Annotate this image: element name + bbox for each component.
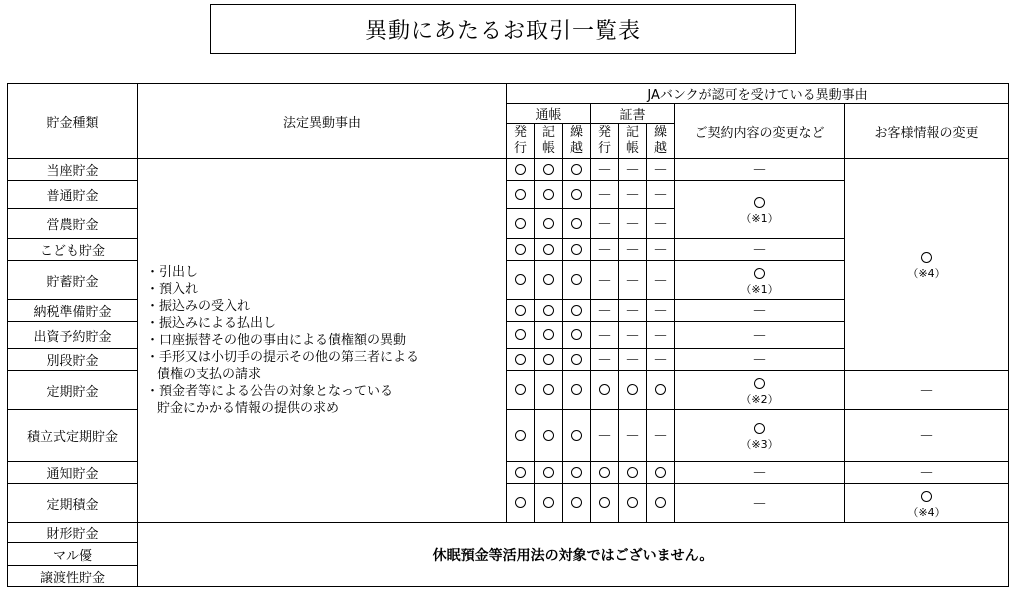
mark-cell xyxy=(563,159,591,181)
mark-cell-mark xyxy=(515,381,526,399)
mark-cell-mark xyxy=(543,427,554,445)
circle-icon xyxy=(754,197,765,208)
mark-cell xyxy=(535,209,563,239)
mark-cell-mark xyxy=(515,427,526,445)
circle-icon xyxy=(515,244,526,255)
mark-cell-mark xyxy=(599,494,610,512)
mark-cell xyxy=(619,239,647,261)
contract-change-cell xyxy=(675,261,845,300)
circle-icon xyxy=(515,305,526,316)
account-name: 財形貯金 xyxy=(8,523,138,543)
mark-cell xyxy=(535,322,563,349)
mark-cell xyxy=(619,300,647,322)
mark-cell-mark xyxy=(515,494,526,512)
mark-cell xyxy=(535,484,563,523)
account-name: 定期積金 xyxy=(8,484,138,523)
circle-icon xyxy=(543,497,554,508)
mark-cell xyxy=(535,349,563,371)
mark-cell xyxy=(647,322,675,349)
mark-cell xyxy=(647,239,675,261)
header-passbook-issue xyxy=(507,124,535,159)
mark-cell-mark: － xyxy=(652,427,668,445)
mark-cell xyxy=(591,239,619,261)
mark-cell-mark: － xyxy=(596,161,612,179)
mark-cell xyxy=(507,484,535,523)
circle-icon xyxy=(571,329,582,340)
mark-cell xyxy=(563,462,591,484)
contract-change-cell xyxy=(675,239,845,261)
mark-cell xyxy=(591,349,619,371)
mark-cell-mark xyxy=(515,186,526,204)
mark-cell xyxy=(563,181,591,209)
header-certificate-carry xyxy=(647,124,675,159)
legal-reason-item: ・引出し xyxy=(146,265,199,280)
legal-reason-item: ・預金者等による公告の対象となっている xyxy=(146,384,394,399)
mark-cell-mark: － xyxy=(652,186,668,204)
mark-cell-mark xyxy=(543,161,554,179)
mark-cell xyxy=(591,371,619,410)
mark-cell xyxy=(507,349,535,371)
mark-cell-mark: － xyxy=(624,271,640,290)
mark-cell xyxy=(647,410,675,462)
mark-cell xyxy=(563,239,591,261)
circle-icon xyxy=(571,164,582,175)
circle-icon xyxy=(754,268,765,279)
account-name: 出資予約貯金 xyxy=(8,322,138,349)
circle-icon xyxy=(571,497,582,508)
header-legal-reason: 法定異動事由 xyxy=(138,84,507,159)
account-name: マル優 xyxy=(8,543,138,566)
contract-change-cell-mark: － xyxy=(751,494,767,513)
mark-cell-mark xyxy=(655,381,666,399)
mark-cell-mark xyxy=(543,302,554,320)
mark-cell-mark: － xyxy=(652,302,668,320)
mark-cell xyxy=(619,322,647,349)
mark-cell xyxy=(647,484,675,523)
contract-change-note: （※2） xyxy=(740,392,779,406)
mark-cell-mark xyxy=(515,326,526,344)
contract-change-cell-mark: － xyxy=(751,464,767,482)
mark-cell xyxy=(591,181,619,209)
circle-icon xyxy=(515,430,526,441)
mark-cell xyxy=(535,181,563,209)
customer-change-cell-mark xyxy=(921,488,932,506)
contract-change-cell xyxy=(675,322,845,349)
mark-cell-mark xyxy=(515,464,526,482)
mark-cell xyxy=(619,181,647,209)
legal-reason-item: ・口座振替その他の事由による債権額の異動 xyxy=(146,333,407,348)
mark-cell xyxy=(507,239,535,261)
circle-icon xyxy=(543,467,554,478)
mark-cell xyxy=(535,239,563,261)
mark-cell-mark xyxy=(543,186,554,204)
mark-cell xyxy=(647,209,675,239)
mark-cell xyxy=(563,484,591,523)
contract-change-cell-mark: － xyxy=(751,241,767,259)
mark-cell-mark: － xyxy=(624,215,640,233)
header-certificate-issue-label: 発行 xyxy=(597,125,611,156)
mark-cell-mark xyxy=(571,494,582,512)
mark-cell-mark: － xyxy=(624,351,640,369)
mark-cell-mark: － xyxy=(624,302,640,320)
mark-cell xyxy=(619,462,647,484)
mark-cell-mark xyxy=(571,464,582,482)
circle-icon xyxy=(515,189,526,200)
customer-change-cell xyxy=(845,410,1009,462)
circle-icon xyxy=(543,189,554,200)
circle-icon xyxy=(571,218,582,229)
customer-change-cell xyxy=(845,159,1009,371)
circle-icon xyxy=(515,218,526,229)
mark-cell-mark xyxy=(599,381,610,399)
mark-cell-mark xyxy=(543,494,554,512)
header-passbook-issue-label: 発行 xyxy=(513,125,527,156)
contract-change-cell xyxy=(675,484,845,523)
contract-change-cell-mark xyxy=(754,420,765,438)
contract-change-cell-mark: － xyxy=(751,161,767,179)
circle-icon xyxy=(543,354,554,365)
account-name: こども貯金 xyxy=(8,239,138,261)
mark-cell xyxy=(535,300,563,322)
header-ja-reason: JAバンクが認可を受けている異動事由 xyxy=(507,84,1009,104)
mark-cell-mark xyxy=(515,241,526,259)
mark-cell-mark xyxy=(571,186,582,204)
mark-cell-mark: － xyxy=(596,427,612,445)
mark-cell-mark xyxy=(599,464,610,482)
mark-cell xyxy=(647,462,675,484)
legal-reason-list xyxy=(138,159,507,523)
customer-change-cell xyxy=(845,462,1009,484)
header-passbook-record-label: 記帳 xyxy=(541,125,555,156)
header-passbook: 通帳 xyxy=(507,104,591,124)
header-passbook-carry-label: 繰越 xyxy=(569,125,583,156)
header-certificate-record-label: 記帳 xyxy=(625,125,639,156)
mark-cell-mark xyxy=(571,326,582,344)
header-certificate-issue xyxy=(591,124,619,159)
circle-icon xyxy=(543,164,554,175)
contract-change-cell-mark xyxy=(754,375,765,393)
mark-cell-mark: － xyxy=(596,326,612,345)
circle-icon xyxy=(515,384,526,395)
header-certificate-record xyxy=(619,124,647,159)
circle-icon xyxy=(571,430,582,441)
legal-reason-item: ・手形又は小切手の提示その他の第三者による xyxy=(146,350,420,365)
contract-change-note: （※1） xyxy=(740,212,779,225)
customer-change-cell-mark: － xyxy=(918,464,934,482)
mark-cell-mark: － xyxy=(652,351,668,369)
account-name: 当座貯金 xyxy=(8,159,138,181)
mark-cell-mark xyxy=(571,271,582,289)
contract-change-cell xyxy=(675,349,845,371)
customer-change-cell xyxy=(845,371,1009,410)
mark-cell-mark xyxy=(543,215,554,233)
mark-cell xyxy=(619,410,647,462)
legal-reason-item: ・振込みの受入れ xyxy=(146,299,251,314)
mark-cell xyxy=(535,159,563,181)
circle-icon xyxy=(921,252,932,263)
mark-cell xyxy=(507,300,535,322)
circle-icon xyxy=(655,497,666,508)
page-title-text: 異動にあたるお取引一覧表 xyxy=(364,18,641,44)
circle-icon xyxy=(571,467,582,478)
circle-icon xyxy=(543,218,554,229)
customer-change-cell xyxy=(845,484,1009,523)
mark-cell xyxy=(535,462,563,484)
mark-cell xyxy=(647,371,675,410)
circle-icon xyxy=(655,467,666,478)
legal-reason-item: 貯金にかかる情報の提供の求め xyxy=(157,401,340,416)
mark-cell xyxy=(563,371,591,410)
circle-icon xyxy=(515,497,526,508)
circle-icon xyxy=(571,384,582,395)
mark-cell-mark xyxy=(543,351,554,369)
account-name: 積立式定期貯金 xyxy=(8,410,138,462)
customer-change-cell-mark: － xyxy=(918,381,934,400)
mark-cell-mark: － xyxy=(624,427,640,445)
mark-cell xyxy=(563,261,591,300)
circle-icon xyxy=(921,491,932,502)
header-passbook-carry xyxy=(563,124,591,159)
header-certificate: 証書 xyxy=(591,104,675,124)
mark-cell xyxy=(619,159,647,181)
mark-cell xyxy=(535,410,563,462)
mark-cell xyxy=(619,349,647,371)
mark-cell xyxy=(507,371,535,410)
mark-cell xyxy=(563,349,591,371)
mark-cell xyxy=(591,410,619,462)
circle-icon xyxy=(543,305,554,316)
mark-cell-mark xyxy=(515,351,526,369)
mark-cell-mark xyxy=(543,464,554,482)
mark-cell xyxy=(507,462,535,484)
mark-cell-mark: － xyxy=(596,351,612,369)
circle-icon xyxy=(571,244,582,255)
mark-cell xyxy=(591,462,619,484)
mark-cell xyxy=(591,159,619,181)
page-title xyxy=(210,4,796,54)
mark-cell-mark xyxy=(655,494,666,512)
table-row xyxy=(8,523,1009,543)
mark-cell xyxy=(619,261,647,300)
contract-change-note: （※3） xyxy=(740,438,779,451)
circle-icon xyxy=(627,497,638,508)
contract-change-cell xyxy=(675,181,845,239)
mark-cell xyxy=(591,261,619,300)
circle-icon xyxy=(515,164,526,175)
circle-icon xyxy=(571,305,582,316)
customer-change-cell-mark xyxy=(921,249,932,267)
mark-cell-mark xyxy=(571,241,582,259)
mark-cell-mark xyxy=(515,161,526,179)
mark-cell-mark xyxy=(571,351,582,369)
mark-cell xyxy=(647,181,675,209)
mark-cell-mark xyxy=(627,494,638,512)
account-name: 貯蓄貯金 xyxy=(8,261,138,300)
mark-cell xyxy=(507,410,535,462)
transaction-table xyxy=(7,83,1009,587)
account-name: 普通貯金 xyxy=(8,181,138,209)
mark-cell-mark xyxy=(571,427,582,445)
mark-cell xyxy=(591,484,619,523)
header-certificate-carry-label: 繰越 xyxy=(653,125,667,156)
circle-icon xyxy=(754,423,765,434)
circle-icon xyxy=(515,329,526,340)
mark-cell xyxy=(647,159,675,181)
circle-icon xyxy=(571,354,582,365)
mark-cell-mark xyxy=(571,215,582,233)
legal-reason-item: 債権の支払の請求 xyxy=(157,367,262,382)
circle-icon xyxy=(627,467,638,478)
circle-icon xyxy=(515,467,526,478)
mark-cell-mark: － xyxy=(652,241,668,259)
mark-cell xyxy=(591,300,619,322)
mark-cell xyxy=(619,209,647,239)
header-passbook-record xyxy=(535,124,563,159)
mark-cell xyxy=(563,209,591,239)
circle-icon xyxy=(543,244,554,255)
contract-change-cell-mark xyxy=(754,194,765,212)
mark-cell-mark xyxy=(515,215,526,233)
header-contract-change: ご契約内容の変更など xyxy=(675,104,845,159)
mark-cell xyxy=(647,261,675,300)
mark-cell xyxy=(591,322,619,349)
mark-cell-mark: － xyxy=(596,271,612,290)
account-name: 通知貯金 xyxy=(8,462,138,484)
circle-icon xyxy=(515,354,526,365)
contract-change-cell-mark xyxy=(754,265,765,283)
circle-icon xyxy=(543,430,554,441)
mark-cell xyxy=(563,300,591,322)
circle-icon xyxy=(571,274,582,285)
mark-cell-mark: － xyxy=(624,186,640,204)
mark-cell-mark: － xyxy=(596,186,612,204)
circle-icon xyxy=(754,378,765,389)
legal-reason-item: ・預入れ xyxy=(146,282,199,297)
account-name: 定期貯金 xyxy=(8,371,138,410)
contract-change-cell-mark: － xyxy=(751,302,767,320)
circle-icon xyxy=(571,189,582,200)
circle-icon xyxy=(543,384,554,395)
mark-cell-mark xyxy=(543,271,554,289)
mark-cell-mark: － xyxy=(596,241,612,259)
account-name: 納税準備貯金 xyxy=(8,300,138,322)
mark-cell-mark: － xyxy=(596,302,612,320)
circle-icon xyxy=(515,274,526,285)
mark-cell xyxy=(647,300,675,322)
header-customer-change: お客様情報の変更 xyxy=(845,104,1009,159)
legal-reason-item: ・振込みによる払出し xyxy=(146,316,277,331)
contract-change-cell xyxy=(675,371,845,410)
customer-change-note: （※4） xyxy=(907,267,946,280)
mark-cell-mark xyxy=(571,302,582,320)
circle-icon xyxy=(599,497,610,508)
mark-cell-mark xyxy=(627,381,638,399)
mark-cell-mark xyxy=(515,271,526,289)
customer-change-cell-mark: － xyxy=(918,427,934,445)
mark-cell xyxy=(535,371,563,410)
circle-icon xyxy=(599,467,610,478)
mark-cell-mark xyxy=(543,381,554,399)
table-row xyxy=(8,159,1009,181)
contract-change-cell xyxy=(675,159,845,181)
contract-change-cell xyxy=(675,410,845,462)
mark-cell xyxy=(591,209,619,239)
mark-cell-mark: － xyxy=(652,215,668,233)
mark-cell-mark: － xyxy=(652,271,668,290)
circle-icon xyxy=(543,274,554,285)
circle-icon xyxy=(543,329,554,340)
account-name: 別段貯金 xyxy=(8,349,138,371)
mark-cell xyxy=(507,159,535,181)
mark-cell xyxy=(619,371,647,410)
mark-cell xyxy=(507,181,535,209)
mark-cell-mark xyxy=(543,326,554,344)
contract-change-cell xyxy=(675,300,845,322)
mark-cell-mark xyxy=(571,381,582,399)
mark-cell-mark: － xyxy=(652,161,668,179)
mark-cell xyxy=(507,209,535,239)
circle-icon xyxy=(627,384,638,395)
mark-cell xyxy=(507,261,535,300)
customer-change-note: （※4） xyxy=(907,505,946,519)
mark-cell-mark: － xyxy=(624,326,640,345)
mark-cell-mark xyxy=(571,161,582,179)
header-account-type: 貯金種類 xyxy=(8,84,138,159)
contract-change-cell xyxy=(675,462,845,484)
mark-cell-mark: － xyxy=(596,215,612,233)
mark-cell xyxy=(563,322,591,349)
mark-cell xyxy=(535,261,563,300)
mark-cell-mark xyxy=(543,241,554,259)
mark-cell-mark: － xyxy=(624,161,640,179)
circle-icon xyxy=(599,384,610,395)
not-applicable-message: 休眠預金等活用法の対象ではございません。 xyxy=(138,523,1009,587)
mark-cell xyxy=(507,322,535,349)
mark-cell-mark: － xyxy=(624,241,640,259)
mark-cell-mark xyxy=(655,464,666,482)
mark-cell-mark xyxy=(627,464,638,482)
circle-icon xyxy=(655,384,666,395)
mark-cell xyxy=(563,410,591,462)
mark-cell-mark xyxy=(515,302,526,320)
mark-cell xyxy=(619,484,647,523)
contract-change-cell-mark: － xyxy=(751,326,767,345)
mark-cell xyxy=(647,349,675,371)
account-name: 譲渡性貯金 xyxy=(8,566,138,587)
contract-change-note: （※1） xyxy=(740,282,779,296)
account-name: 営農貯金 xyxy=(8,209,138,239)
contract-change-cell-mark: － xyxy=(751,351,767,369)
mark-cell-mark: － xyxy=(652,326,668,345)
